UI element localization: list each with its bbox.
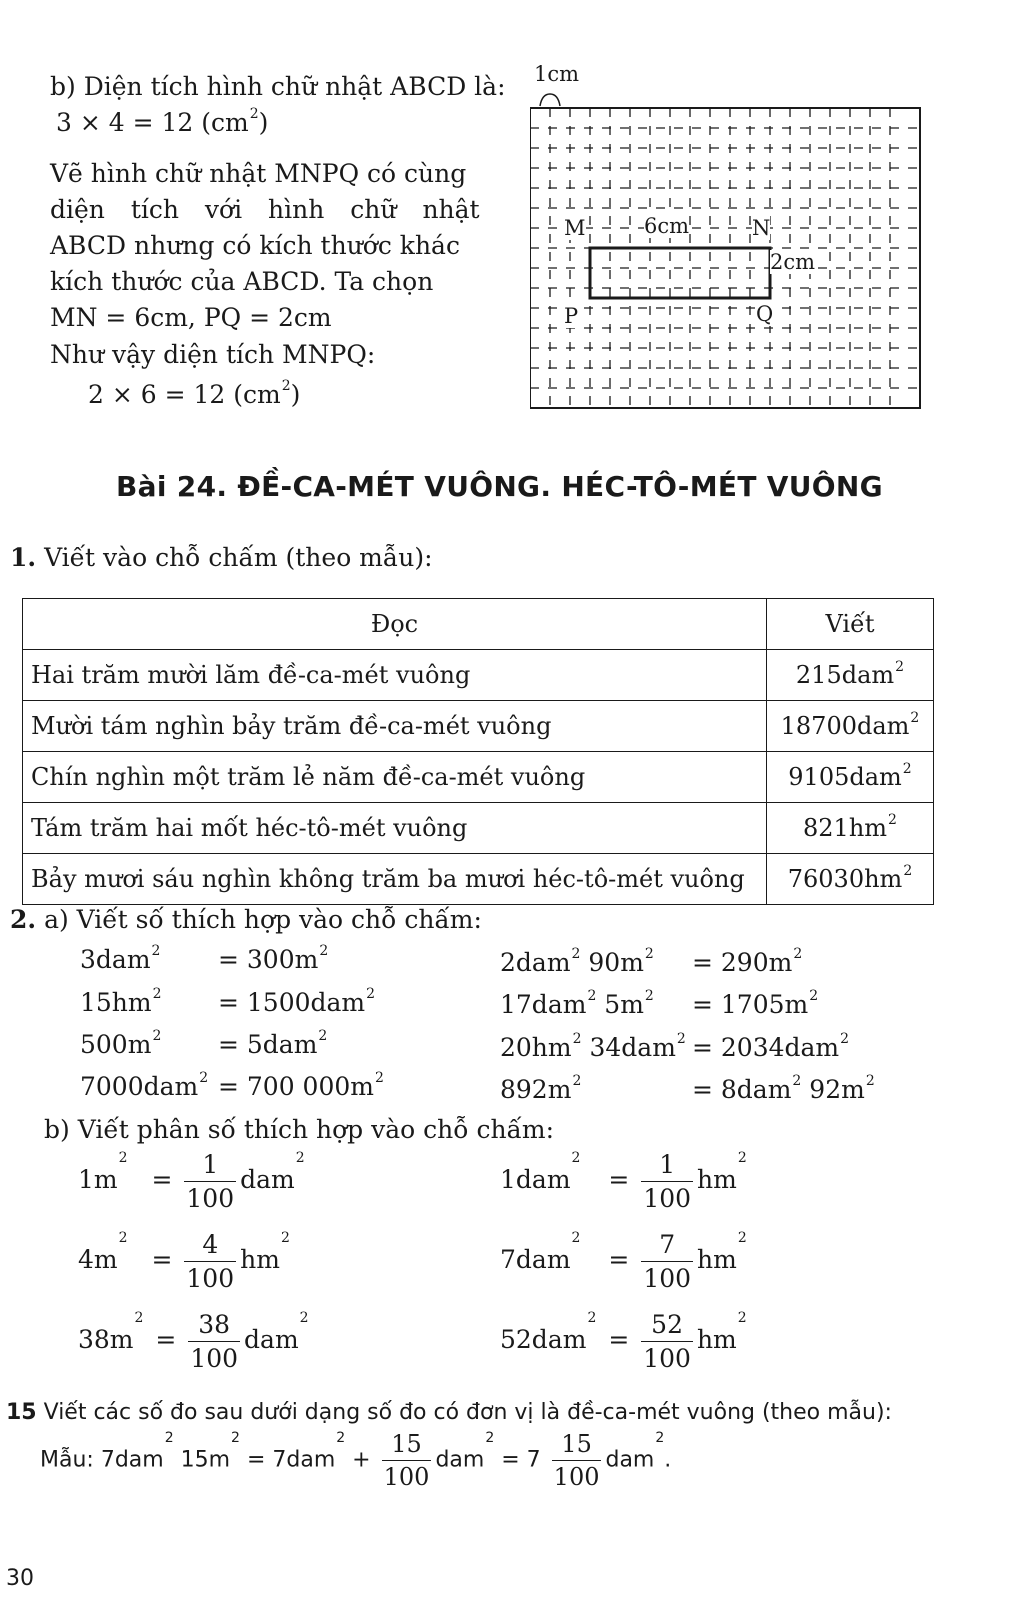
col-read-header: Đọc — [23, 599, 767, 650]
fraction: $\frac{15}{100}$ — [383, 1430, 430, 1491]
ex3-prompt: 15 Viết các số đo sau dưới dạng số đo có đơn vị là đề-ca-mét vuông (theo mẫu): — [6, 1400, 892, 1425]
ex2a-right-2: 17dam$^2$ $5m^2$ — [500, 988, 654, 1019]
write-cell: $821hm^2$ — [767, 803, 934, 854]
explanation-paragraph — [50, 156, 490, 336]
col-write-header: Viết — [767, 599, 934, 650]
ex2b-right-1: 1dam$^2$ = $\frac{1}{100}$ $hm^2$ — [500, 1150, 747, 1213]
ex2b-prompt: b) Viết phân số thích hợp vào chỗ chấm: — [44, 1115, 555, 1144]
area-line: Như vậy diện tích MNPQ: — [50, 340, 376, 369]
ex2b-left-2: $4m^2$ = $\frac{4}{100}$ $hm^2$ — [78, 1230, 290, 1293]
ex2a-left-1: 3dam$^2$ — [80, 943, 161, 974]
fraction: $\frac{38}{100}$ — [190, 1310, 239, 1373]
read-cell: Hai trăm mười lăm đề-ca-mét vuông — [23, 650, 767, 701]
table-row — [23, 752, 934, 803]
write-cell: 215dam$^2$ — [767, 650, 934, 701]
ex2a-prompt: 2. a) Viết số thích hợp vào chỗ chấm: — [10, 905, 482, 934]
fraction: $\frac{15}{100}$ — [553, 1430, 600, 1491]
label-m: M — [564, 216, 586, 240]
grid-figure — [530, 80, 940, 420]
fraction: $\frac{4}{100}$ — [186, 1230, 235, 1293]
ex2a-right-1: 2dam$^2$ $90m^2$ — [500, 946, 654, 977]
para-line: MN = 6cm, PQ = 2cm — [50, 303, 332, 332]
write-cell: 18700dam$^2$ — [767, 701, 934, 752]
page-number: 30 — [6, 1566, 34, 1591]
read-cell: Tám trăm hai mốt héc-tô-mét vuông — [23, 803, 767, 854]
part-b-line: b) Diện tích hình chữ nhật ABCD là: — [50, 72, 506, 101]
lesson-title: Bài 24. ĐỀ-CA-MÉT VUÔNG. HÉC-TÔ-MÉT VUÔNG — [116, 470, 883, 503]
ex2a-left-4-ans: = 700 $000m^2$ — [218, 1070, 384, 1101]
fraction: $\frac{7}{100}$ — [643, 1230, 692, 1293]
para-line: diện tích với hình chữ nhật — [50, 195, 480, 224]
fraction: $\frac{52}{100}$ — [643, 1310, 691, 1373]
rectangle-mnpq — [590, 248, 770, 298]
fraction: $\frac{1}{100}$ — [186, 1150, 235, 1213]
write-cell: $76030hm^2$ — [767, 854, 934, 905]
read-cell: Mười tám nghìn bảy trăm đề-ca-mét vuông — [23, 701, 767, 752]
unit-brace — [540, 94, 560, 106]
ex2a-left-3: $500m^2$ — [80, 1028, 162, 1059]
label-p: P — [564, 304, 579, 328]
table-row — [23, 701, 934, 752]
label-2cm: 2cm — [770, 250, 816, 274]
ex2a-left-4: 7000dam$^2$ — [80, 1070, 209, 1101]
ex3-sample: Mẫu: 7dam$^2$ $15m^2 = 7dam^2$ + $\frac{15}{100}$ dam$^2$ = 7 $\frac{15}{100}$ dam$^2$. — [40, 1430, 672, 1491]
table-row — [23, 650, 934, 701]
ex2a-left-2: $15hm^2$ — [80, 986, 162, 1017]
table-row — [23, 803, 934, 854]
ex2a-right-3: $20hm^2$ 34dam$^2$ — [500, 1031, 686, 1062]
ex2a-right-3-ans: = 2034dam$^2$ — [692, 1031, 850, 1062]
label-q: Q — [756, 302, 774, 326]
write-cell: 9105dam$^2$ — [767, 752, 934, 803]
ex2b-right-3: 52dam$^2$ = $\frac{52}{100}$ $hm^2$ — [500, 1310, 747, 1373]
ex2a-right-4-ans: = 8dam$^2$ $92m^2$ — [692, 1073, 875, 1104]
para-line: ABCD nhưng có kích thước khác — [50, 231, 460, 260]
ex2b-left-3: $38m^2$ = $\frac{38}{100}$ dam$^2$ — [78, 1310, 309, 1373]
calc-abcd: 3 × 4 = 12 $(cm^2)$ — [56, 106, 269, 137]
ex1-table — [22, 598, 934, 905]
ex2a-left-2-ans: = 1500dam$^2$ — [218, 986, 376, 1017]
ex2a-left-3-ans: = 5dam$^2$ — [218, 1028, 328, 1059]
para-line: Vẽ hình chữ nhật MNPQ có cùng — [50, 159, 467, 188]
ex2a-right-1-ans: = $290m^2$ — [692, 946, 803, 977]
label-6cm: 6cm — [644, 214, 690, 238]
para-line: kích thước của ABCD. Ta chọn — [50, 267, 434, 296]
ex2b-right-2: 7dam$^2$ = $\frac{7}{100}$ $hm^2$ — [500, 1230, 747, 1293]
calc-mnpq: 2 × 6 = 12 $(cm^2)$ — [88, 378, 301, 409]
label-n: N — [752, 216, 771, 240]
table-row — [23, 854, 934, 905]
ex2a-right-4: $892m^2$ — [500, 1073, 582, 1104]
unit-label: 1cm — [534, 62, 580, 86]
table-header-row — [23, 599, 934, 650]
ex2a-left-1-ans: = $300m^2$ — [218, 943, 329, 974]
fraction: $\frac{1}{100}$ — [643, 1150, 692, 1213]
read-cell: Bảy mươi sáu nghìn không trăm ba mươi héc-tô-mét vuông — [23, 854, 767, 905]
read-cell: Chín nghìn một trăm lẻ năm đề-ca-mét vuông — [23, 752, 767, 803]
ex2b-left-1: $1m^2$ = $\frac{1}{100}$ dam$^2$ — [78, 1150, 305, 1213]
ex2a-right-2-ans: = $1705m^2$ — [692, 988, 819, 1019]
ex1-prompt: 1. Viết vào chỗ chấm (theo mẫu): — [10, 543, 433, 572]
